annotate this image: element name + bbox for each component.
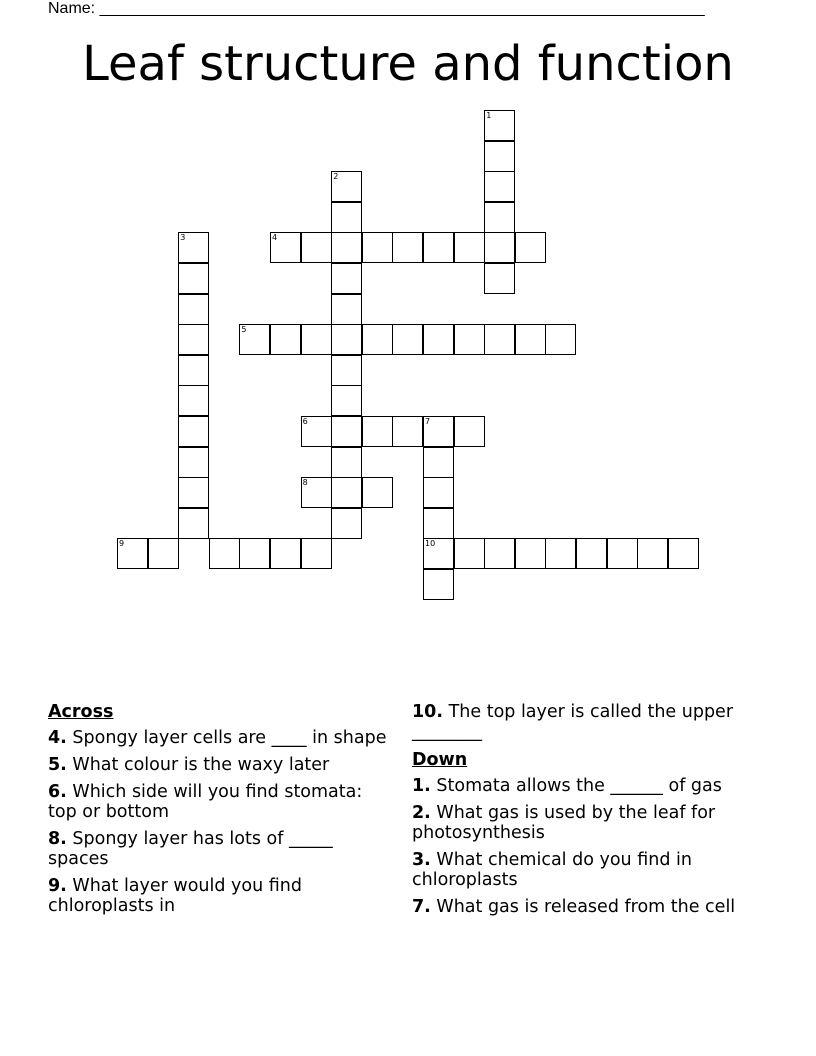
crossword-cell[interactable]: [178, 263, 209, 294]
crossword-cell[interactable]: [331, 355, 362, 386]
crossword-cell[interactable]: [484, 141, 515, 172]
crossword-cell[interactable]: [362, 477, 393, 508]
crossword-cell[interactable]: [239, 538, 270, 569]
clue-number: 4.: [48, 728, 67, 748]
crossword-cell[interactable]: [515, 232, 546, 263]
cell-number: 1: [486, 111, 492, 120]
across-clue: [48, 782, 393, 822]
crossword-cell[interactable]: [362, 416, 393, 447]
across-clue: [48, 728, 393, 748]
cell-number: 10: [425, 539, 436, 549]
across-heading: Across: [48, 702, 114, 722]
clue-text: What colour is the waxy later: [72, 755, 330, 775]
clue-number: 7.: [412, 897, 431, 917]
crossword-cell[interactable]: [331, 232, 362, 263]
cell-number: 7: [425, 417, 431, 426]
crossword-cell[interactable]: [301, 477, 332, 508]
crossword-cell[interactable]: [454, 416, 485, 447]
crossword-cell[interactable]: [270, 538, 301, 569]
crossword-cell[interactable]: [301, 538, 332, 569]
crossword-cell[interactable]: [362, 232, 393, 263]
across-clue: [48, 755, 393, 775]
crossword-cell[interactable]: [331, 294, 362, 325]
across-clue: [48, 876, 393, 916]
cell-number: 6: [302, 417, 308, 426]
down-clue: [412, 776, 772, 796]
crossword-cell[interactable]: [545, 538, 576, 569]
crossword-cell[interactable]: [423, 324, 454, 355]
clue-text: What chemical do you find in chloroplasts: [412, 850, 692, 890]
crossword-cell[interactable]: [484, 324, 515, 355]
clue-text: What gas is released from the cell: [436, 897, 736, 917]
crossword-cell[interactable]: [362, 324, 393, 355]
clue-text: Spongy layer cells are ____ in shape: [72, 728, 387, 748]
crossword-cell[interactable]: [148, 538, 179, 569]
crossword-cell[interactable]: [331, 202, 362, 233]
cell-number: 8: [302, 478, 308, 488]
crossword-cell[interactable]: [668, 538, 699, 569]
crossword-cell[interactable]: [423, 416, 454, 447]
clue-number: 5.: [48, 755, 67, 775]
crossword-cell[interactable]: [423, 538, 454, 569]
crossword-cell[interactable]: [270, 324, 301, 355]
crossword-cell[interactable]: [484, 232, 515, 263]
clue-number: 1.: [412, 776, 431, 796]
cell-number: 9: [119, 539, 125, 549]
across-clue: [48, 829, 393, 869]
crossword-cell[interactable]: [178, 477, 209, 508]
crossword-cell[interactable]: [331, 416, 362, 447]
cell-number: 3: [180, 233, 186, 243]
crossword-cell[interactable]: [270, 232, 301, 263]
crossword-cell[interactable]: [484, 263, 515, 294]
clue-text: Stomata allows the ______ of gas: [436, 776, 722, 796]
crossword-cell[interactable]: [239, 324, 270, 355]
clue-text: The top layer is called the upper ________: [412, 702, 734, 742]
crossword-cell[interactable]: [331, 171, 362, 202]
page-title: Leaf structure and function: [82, 36, 734, 92]
down-clue: [412, 897, 772, 917]
crossword-cell[interactable]: [484, 202, 515, 233]
crossword-cell[interactable]: [484, 171, 515, 202]
crossword-cell[interactable]: [178, 447, 209, 478]
crossword-cell[interactable]: [178, 232, 209, 263]
crossword-cell[interactable]: [178, 324, 209, 355]
crossword-cell[interactable]: [178, 416, 209, 447]
crossword-cell[interactable]: [454, 232, 485, 263]
clue-number: 2.: [412, 803, 431, 823]
cell-number: 5: [241, 325, 247, 335]
crossword-cell[interactable]: [331, 324, 362, 355]
crossword-cell[interactable]: [301, 232, 332, 263]
crossword-cell[interactable]: [423, 232, 454, 263]
crossword-cell[interactable]: [545, 324, 576, 355]
crossword-cell[interactable]: [392, 416, 423, 447]
crossword-cell[interactable]: [423, 569, 454, 600]
crossword-cell[interactable]: [484, 538, 515, 569]
crossword-cell[interactable]: [515, 538, 546, 569]
clue-number: 8.: [48, 829, 67, 849]
clues-right-column: [412, 702, 772, 924]
crossword-cell[interactable]: [454, 538, 485, 569]
crossword-cell[interactable]: [178, 355, 209, 386]
crossword-cell[interactable]: [637, 538, 668, 569]
across-clue: [412, 702, 772, 742]
clue-number: 9.: [48, 876, 67, 896]
crossword-cell[interactable]: [178, 294, 209, 325]
down-heading: Down: [412, 750, 468, 770]
crossword-cell[interactable]: [576, 538, 607, 569]
crossword-cell[interactable]: [301, 416, 332, 447]
crossword-cell[interactable]: [484, 110, 515, 141]
crossword-cell[interactable]: [331, 385, 362, 416]
crossword-cell[interactable]: [331, 263, 362, 294]
crossword-cell[interactable]: [423, 477, 454, 508]
clue-number: 6.: [48, 782, 67, 802]
crossword-cell[interactable]: [117, 538, 148, 569]
crossword-cell[interactable]: [331, 477, 362, 508]
crossword-cell[interactable]: [392, 232, 423, 263]
cell-number: 2: [333, 172, 339, 182]
crossword-cell[interactable]: [423, 508, 454, 539]
clue-number: 3.: [412, 850, 431, 870]
crossword-cell[interactable]: [301, 324, 332, 355]
crossword-cell[interactable]: [331, 508, 362, 539]
crossword-cell[interactable]: [178, 385, 209, 416]
crossword-cell[interactable]: [423, 447, 454, 478]
crossword-cell[interactable]: [392, 324, 423, 355]
crossword-cell[interactable]: [331, 447, 362, 478]
crossword-cell[interactable]: [515, 324, 546, 355]
crossword-cell[interactable]: [454, 324, 485, 355]
clue-text: Which side will you find stomata: top or bottom: [48, 782, 363, 822]
clues-left-column: [48, 702, 393, 923]
clue-text: What layer would you find chloroplasts in: [48, 876, 302, 916]
clue-number: 10.: [412, 702, 444, 722]
name-field-label: Name: ____________________________________________________________________: [48, 0, 705, 17]
crossword-cell[interactable]: [209, 538, 240, 569]
down-clue: [412, 850, 772, 890]
clue-text: What gas is used by the leaf for photosynthesis: [412, 803, 716, 843]
crossword-cell[interactable]: [607, 538, 638, 569]
down-clue: [412, 803, 772, 843]
clue-text: Spongy layer has lots of _____ spaces: [48, 829, 333, 869]
crossword-cell[interactable]: [178, 508, 209, 539]
cell-number: 4: [272, 233, 278, 243]
